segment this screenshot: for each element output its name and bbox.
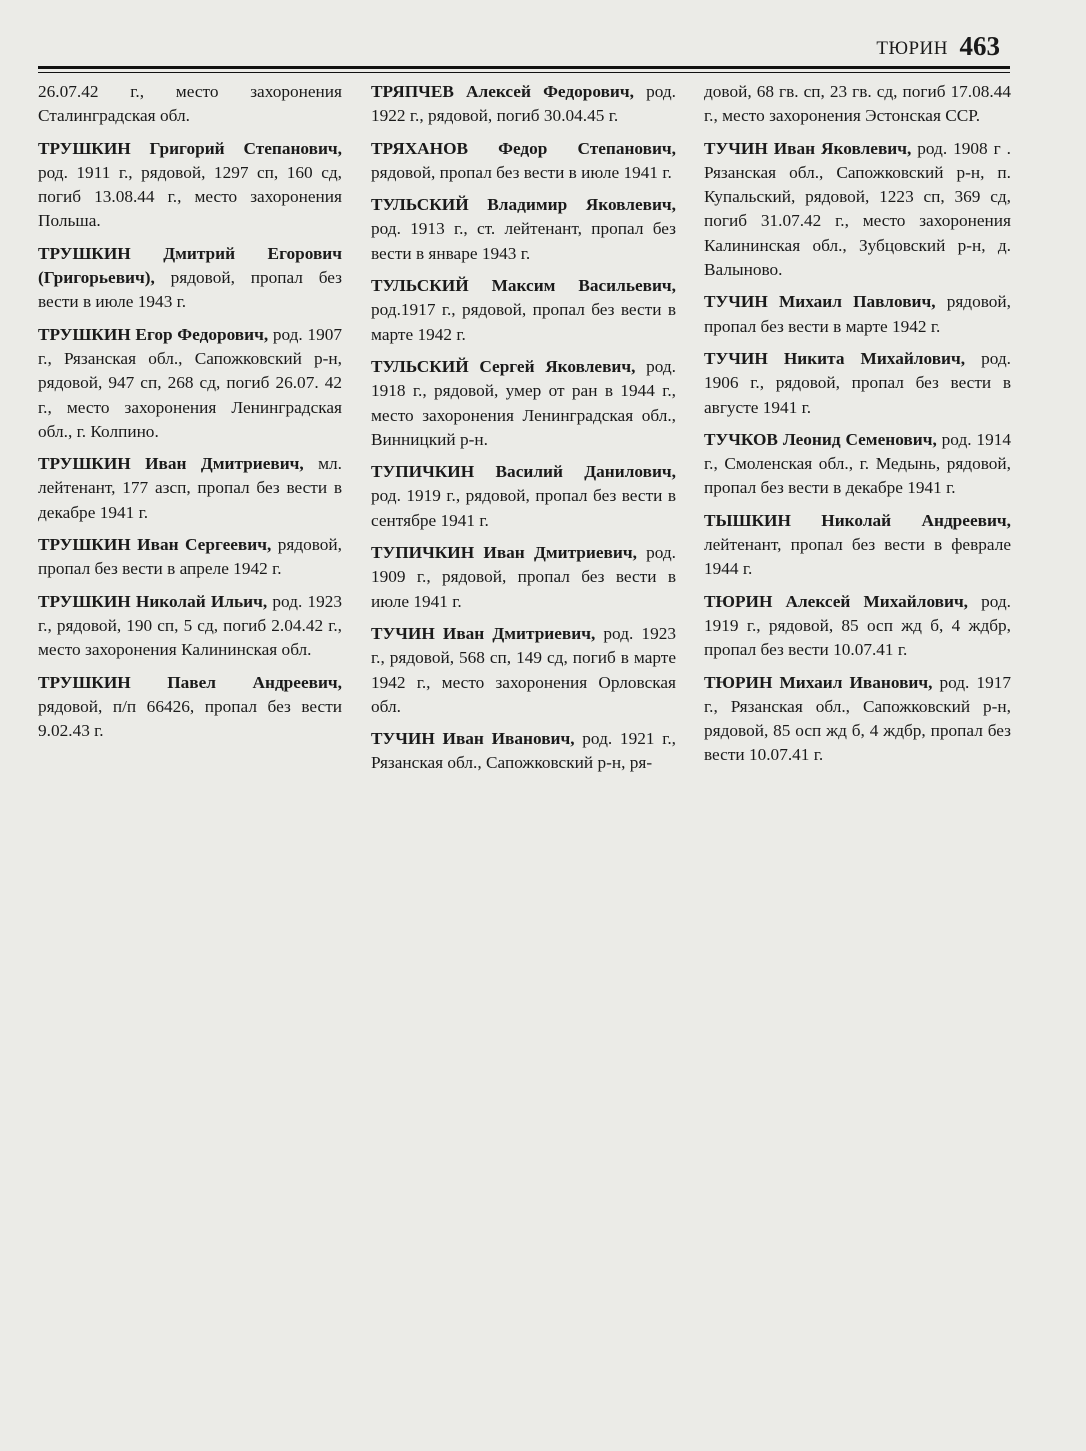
entry xyxy=(704,347,1011,420)
entry xyxy=(371,80,676,129)
entry xyxy=(38,590,342,663)
entry-name: ТУЧИН Иван Дмитриевич, xyxy=(371,623,596,643)
entry-text: рядовой, пропал без вести в июле 1943 г. xyxy=(38,268,342,312)
entry xyxy=(38,323,342,444)
text-column-3 xyxy=(704,80,1011,776)
entry-name: ТРУШКИН Николай Ильич, xyxy=(38,591,268,611)
entry-text: рядовой, пропал без вести в марте 1942 г. xyxy=(704,292,1011,336)
header-rule-thin xyxy=(38,72,1010,73)
text-column-1 xyxy=(38,80,342,751)
entry xyxy=(371,193,676,266)
entry-name: ТЫШКИН Николай Андреевич, xyxy=(704,510,1011,530)
entry xyxy=(38,452,342,525)
entry-name: ТУЧКОВ Леонид Семенович, xyxy=(704,429,937,449)
entry-name: ТЮРИН Алексей Михайлович, xyxy=(704,591,969,611)
entry-text: род. 1917 г., Рязанская обл., Сапожковский р-н, рядовой, 85 осп жд б, 4 ждбр, пропал без вести 10.07.41 г. xyxy=(704,672,1011,765)
entry-text: род. 1908 г . Рязанская обл., Сапожковский р-н, п. Купальский, рядовой, 1223 сп, 369 сд, погиб 31.07.42 г., место захоронения Калининская обл., Зубцовский р-н, д. Валыново. xyxy=(704,138,1011,280)
entry xyxy=(704,509,1011,582)
running-head: ТЮРИН xyxy=(876,38,948,59)
entry-name: ТЮРИН Михаил Иванович, xyxy=(704,672,933,692)
entry xyxy=(704,590,1011,663)
entry-name: ТУЧИН Михаил Павлович, xyxy=(704,292,936,312)
entry-text: довой, 68 гв. сп, 23 гв. сд, погиб 17.08.44 г., место захоронения Эстонская ССР. xyxy=(704,82,1011,126)
entry-name: ТРУШКИН Иван Дмитриевич, xyxy=(38,454,304,474)
entry-text: род. 1919 г., рядовой, 85 осп жд б, 4 ждбр, пропал без вести 10.07.41 г. xyxy=(704,591,1011,660)
entry-name: ТУЧИН Никита Михайлович, xyxy=(704,348,966,368)
entry-text: род. 1909 г., рядовой, пропал без вести в июле 1941 г. xyxy=(371,543,676,611)
entry-name: ТРУШКИН Григорий Степанович, xyxy=(38,138,342,158)
entry xyxy=(38,137,342,234)
entry xyxy=(704,80,1011,129)
entry-text: 26.07.42 г., место захоронения Сталинградская обл. xyxy=(38,82,342,126)
entry-text: род.1917 г., рядовой, пропал без вести в марте 1942 г. xyxy=(371,300,676,344)
entry xyxy=(704,671,1011,768)
entry-text: род. 1918 г., рядовой, умер от ран в 1944 г., место захоронения Ленинградская обл., Винницкий р-н. xyxy=(371,356,676,449)
entry-text: род. 1921 г., Рязанская обл., Сапожковский р-н, ря- xyxy=(371,729,676,773)
entry-text: род. 1922 г., рядовой, погиб 30.04.45 г. xyxy=(371,82,676,126)
entry xyxy=(371,622,676,719)
entry-name: ТУЧИН Иван Иванович, xyxy=(371,729,575,749)
entry-name: ТРЯПЧЕВ Алексей Федорович, xyxy=(371,82,634,101)
entry xyxy=(38,80,342,129)
entry xyxy=(704,428,1011,501)
entry-name: ТУПИЧКИН Иван Дмитриевич, xyxy=(371,543,637,563)
entry-name: ТУЛЬСКИЙ Владимир Яковлевич, xyxy=(371,195,676,215)
entry-text: род. 1911 г., рядовой, 1297 сп, 160 сд, погиб 13.08.44 г., место захоронения Польша. xyxy=(38,162,342,231)
entry xyxy=(371,460,676,533)
entry xyxy=(704,137,1011,283)
entry-text: рядовой, пропал без вести в апреле 1942 г. xyxy=(38,535,342,579)
entry xyxy=(371,274,676,347)
entry xyxy=(371,541,676,614)
entry-name: ТРУШКИН Павел Андреевич, xyxy=(38,672,342,692)
entry-text: род. 1923 г., рядовой, 190 сп, 5 сд, погиб 2.04.42 г., место захоронения Калининская обл. xyxy=(38,591,342,660)
entry-name: ТРУШКИН Егор Федорович, xyxy=(38,324,269,344)
page-header xyxy=(38,28,1010,68)
entry xyxy=(38,533,342,582)
entry-name: ТУПИЧКИН Василий Данилович, xyxy=(371,462,676,482)
entry xyxy=(371,355,676,452)
page-number: 463 xyxy=(959,31,1000,61)
entry xyxy=(38,671,342,744)
header-rule-thick xyxy=(38,66,1010,69)
entry-name: ТУЛЬСКИЙ Сергей Яковлевич, xyxy=(371,356,636,376)
entry xyxy=(371,137,676,186)
entry-name: ТРУШКИН Иван Сергеевич, xyxy=(38,535,272,555)
entry-name: ТРУШКИН Дмитрий Егорович (Григорьевич), xyxy=(38,243,342,288)
entry-name: ТУЛЬСКИЙ Максим Васильевич, xyxy=(371,276,676,296)
entry-text: род. 1906 г., рядовой, пропал без вести в августе 1941 г. xyxy=(704,348,1012,417)
text-column-2 xyxy=(371,80,676,784)
entry-text: род. 1914 г., Смоленская обл., г. Медынь, рядовой, пропал без вести в декабре 1941 г. xyxy=(704,429,1011,498)
entry xyxy=(371,727,676,776)
entry-text: рядовой, п/п 66426, пропал без вести 9.02.43 г. xyxy=(38,696,342,741)
entry xyxy=(704,290,1011,339)
entry-text: род. 1923 г., рядовой, 568 сп, 149 сд, погиб в марте 1942 г., место захоронения Орловская обл. xyxy=(371,623,676,716)
entry-text: род. 1907 г., Рязанская обл., Сапожковский р-н, рядовой, 947 сп, 268 сд, погиб 26.07. 42 г., место захоронения Ленинградская обл., г. Колпино. xyxy=(38,324,342,441)
entry-name: ТУЧИН Иван Яковлевич, xyxy=(704,138,912,158)
entry-name: ТРЯХАНОВ Федор Степанович, xyxy=(371,138,676,158)
entry-text: род. 1913 г., ст. лейтенант, пропал без вести в январе 1943 г. xyxy=(371,219,676,263)
entry-text: род. 1919 г., рядовой, пропал без вести в сентябре 1941 г. xyxy=(371,486,676,530)
entry xyxy=(38,242,342,315)
entry-text: рядовой, пропал без вести в июле 1941 г. xyxy=(371,162,672,182)
entry-text: лейтенант, пропал без вести в феврале 1944 г. xyxy=(704,535,1011,579)
entry-text: мл. лейтенант, 177 азсп, пропал без вести в декабре 1941 г. xyxy=(38,454,342,522)
